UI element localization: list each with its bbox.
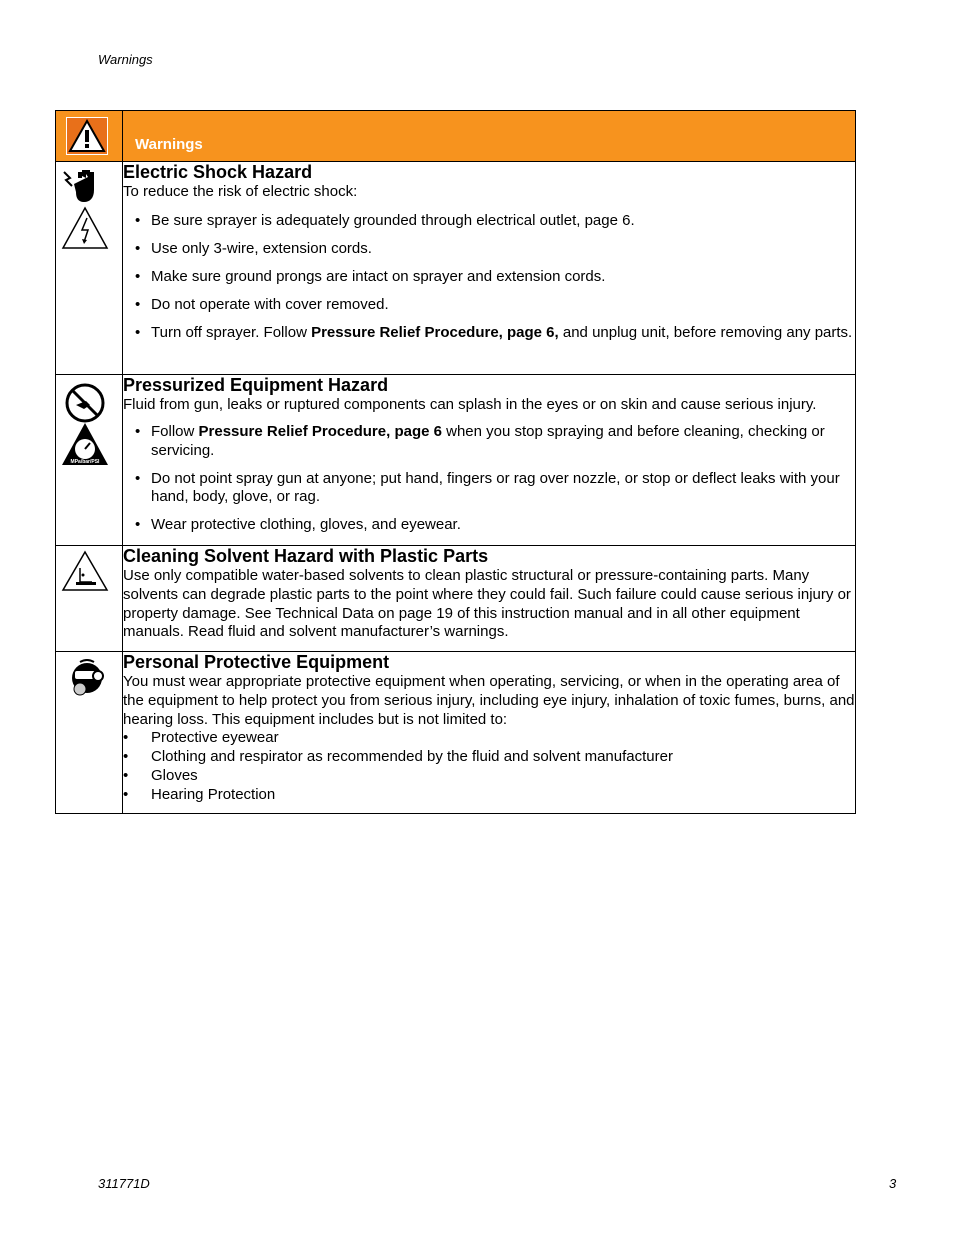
electric-hand-icon bbox=[56, 162, 122, 262]
list-item: • Gloves bbox=[123, 767, 855, 786]
bullet-text: Follow bbox=[151, 422, 199, 440]
ppe-title: Personal Protective Equipment bbox=[123, 652, 390, 672]
bullet-bold-reference: Pressure Relief Procedure, page 6 bbox=[198, 422, 442, 440]
ppe-body: You must wear appropriate protective equipment when operating, servicing, or when in the operating area of the equipment to help protect you from serious injury, including eye injury, inhalation of toxic fumes, burns, and hearing loss. This equipment includes but is not limited to: bbox=[123, 673, 855, 728]
list-item: • Wear protective clothing, gloves, and eyewear. bbox=[123, 516, 855, 535]
electric-bullet-list bbox=[123, 212, 855, 343]
cleaning-title: Cleaning Solvent Hazard with Plastic Parts bbox=[123, 546, 489, 566]
cleaning-icon-cell bbox=[56, 546, 123, 652]
bullet-bold-reference: Pressure Relief Procedure, page 6, bbox=[311, 323, 559, 341]
pressurized-icon-cell bbox=[56, 375, 123, 546]
warning-triangle-icon bbox=[66, 117, 108, 155]
bullet-text: Turn off sprayer. Follow bbox=[151, 323, 312, 341]
warnings-table bbox=[55, 110, 856, 814]
list-item: • Clothing and respirator as recommended by the fluid and solvent manufacturer bbox=[123, 748, 855, 767]
list-item: • Protective eyewear bbox=[123, 729, 855, 748]
cleaning-row bbox=[56, 546, 856, 652]
list-item: • Be sure sprayer is adequately grounded through electrical outlet, page 6. bbox=[123, 212, 855, 231]
solvent-icon bbox=[56, 546, 122, 596]
pressurized-bullet-list bbox=[123, 423, 855, 535]
page-number: 3 bbox=[889, 1176, 897, 1191]
pressurized-text-cell bbox=[123, 375, 856, 546]
cleaning-body: Use only compatible water-based solvents to clean plastic structural or pressure-containing parts. Many solvents can degrade plastic parts to the point where they could fail. Such failure could cause serious injury or property damage. See Technical Data on page 19 of this instruction manual and in all other equipment manuals. Read fluid and solvent manufacturer’s warnings. bbox=[123, 567, 851, 641]
running-head: Warnings bbox=[98, 52, 153, 67]
list-item: • Do not operate with cover removed. bbox=[123, 296, 855, 315]
electric-bolt-icon bbox=[63, 208, 107, 248]
list-item: • Do not point spray gun at anyone; put hand, fingers or rag over nozzle, or stop or deflect leaks with your hand, body, glove, or rag. bbox=[123, 470, 855, 508]
gauge-label: MPa/bar/PSI bbox=[70, 459, 100, 465]
list-item: • Use only 3-wire, extension cords. bbox=[123, 240, 855, 259]
ppe-text-cell bbox=[123, 652, 856, 814]
list-item: • Make sure ground prongs are intact on sprayer and extension cords. bbox=[123, 268, 855, 287]
ppe-icon-cell bbox=[56, 652, 123, 814]
protective-gear-icon bbox=[56, 652, 122, 702]
bullet-text: when you stop spraying and before cleaning, checking or servicing. bbox=[151, 422, 825, 459]
electric-shock-row bbox=[56, 162, 856, 375]
electric-shock-title: Electric Shock Hazard bbox=[123, 162, 313, 182]
electric-intro: To reduce the risk of electric shock: bbox=[123, 183, 358, 200]
no-spray-icon bbox=[56, 375, 122, 475]
pressure-gauge-icon bbox=[62, 423, 108, 465]
list-item bbox=[123, 324, 855, 343]
bullet-text: and unplug unit, before removing any parts. bbox=[558, 323, 853, 341]
list-item: • Hearing Protection bbox=[123, 786, 855, 805]
electric-text-cell bbox=[123, 162, 856, 375]
ppe-row bbox=[56, 652, 856, 814]
header-title-cell bbox=[123, 111, 856, 162]
pressurized-row bbox=[56, 375, 856, 546]
pressurized-intro: Fluid from gun, leaks or ruptured components can splash in the eyes or on skin and cause serious injury. bbox=[123, 396, 817, 413]
warnings-header-title: Warnings bbox=[135, 136, 203, 153]
pressurized-title: Pressurized Equipment Hazard bbox=[123, 375, 389, 395]
warnings-header-row bbox=[56, 111, 856, 162]
list-item bbox=[123, 423, 855, 461]
electric-icon-cell bbox=[56, 162, 123, 375]
doc-number: 311771D bbox=[98, 1176, 150, 1191]
ppe-bullet-list bbox=[123, 729, 855, 804]
cleaning-text-cell bbox=[123, 546, 856, 652]
header-icon-cell bbox=[56, 111, 123, 162]
